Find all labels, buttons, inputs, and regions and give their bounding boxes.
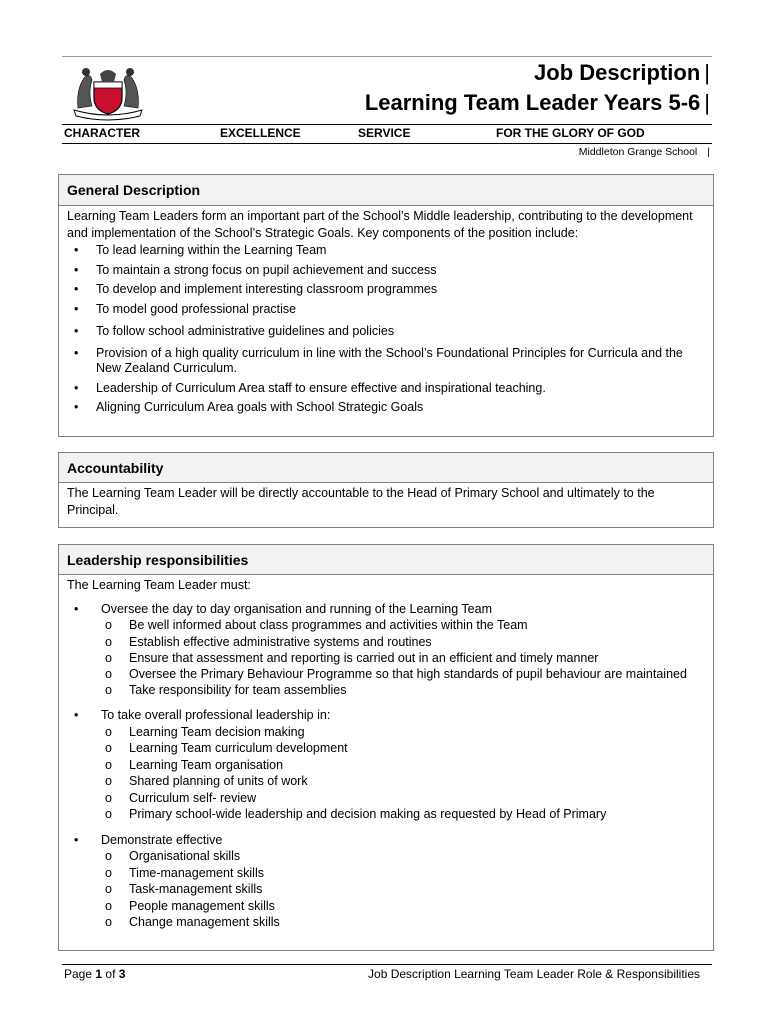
list-item: • Leadership of Curriculum Area staff to ensure effective and inspirational teaching. [67,380,705,397]
sub-item: o Shared planning of units of work [101,773,705,790]
sub-item: o Learning Team organisation [101,757,705,774]
leadership-intro: The Learning Team Leader must: [67,578,251,592]
motto-bar [62,124,712,144]
general-description-section [58,174,714,437]
footer-document-title: Job Description Learning Team Leader Role & Responsibilities [368,967,700,981]
sub-item: o People management skills [101,898,705,915]
school-crest-logo [70,60,146,122]
sub-item: o Ensure that assessment and reporting is carried out in an efficient and timely manner [101,650,705,667]
document-title: Job Description | [534,60,710,85]
list-item: • Provision of a high quality curriculum in line with the School’s Foundational Principles for Curricula and the New Zealand Curriculum. [67,346,705,376]
list-item: • To follow school administrative guidelines and policies [67,323,705,340]
sub-item: o Time-management skills [101,865,705,882]
school-name: Middleton Grange School | [578,146,710,158]
list-item: • To lead learning within the Learning Team [67,242,705,259]
sub-item: o Change management skills [101,914,705,931]
list-item [67,707,705,823]
section-body [59,575,713,933]
sub-item: o Task-management skills [101,881,705,898]
sub-item: o Organisational skills [101,848,705,865]
section-body [59,206,713,418]
motto-excellence: EXCELLENCE [220,126,301,140]
group-label: • To take overall professional leadership in: [101,708,331,722]
accountability-section [58,452,714,528]
group-label: • Demonstrate effective [101,832,223,847]
header-rule [62,56,712,57]
sub-item: o Establish effective administrative systems and routines [101,634,705,651]
motto-glory: FOR THE GLORY OF GOD [496,126,645,140]
footer-rule [62,964,712,965]
leadership-list [67,601,705,931]
general-intro: Learning Team Leaders form an important part of the School’s Middle leadership, contributing to the development and implementation of the School’s Strategic Goals. Key components of the position include: [67,209,693,240]
motto-character: CHARACTER [64,126,140,140]
general-list [67,242,705,416]
sub-item: o Be well informed about class programmes and activities within the Team [101,617,705,634]
list-item: • To model good professional practise [67,301,705,318]
sub-list [101,617,705,698]
list-item: • To develop and implement interesting classroom programmes [67,281,705,298]
sub-item: o Oversee the Primary Behaviour Programme so that high standards of pupil behaviour are maintained [101,667,705,682]
sub-item: o Curriculum self- review [101,790,705,807]
section-heading: Leadership responsibilities [59,545,713,575]
sub-item: o Take responsibility for team assemblies [101,682,705,699]
motto-service: SERVICE [358,126,411,140]
accountability-text: The Learning Team Leader will be directly accountable to the Head of Primary School and ultimately to the Principal. [67,486,655,517]
list-item: • Aligning Curriculum Area goals with School Strategic Goals [67,399,705,416]
sub-list [101,724,705,823]
list-item [67,601,705,699]
sub-list [101,848,705,931]
sub-item: o Learning Team decision making [101,724,705,741]
list-item: • To maintain a strong focus on pupil achievement and success [67,262,705,279]
sub-item: o Learning Team curriculum development [101,740,705,757]
page-number: Page 1 of 3 [64,967,126,981]
sub-item: o Primary school-wide leadership and decision making as requested by Head of Primary [101,806,705,823]
position-title: Learning Team Leader Years 5-6 | [364,90,710,115]
list-item [67,832,705,931]
group-label: • Oversee the day to day organisation and running of the Learning Team [101,601,493,616]
title-separator: | [704,90,710,115]
section-heading: General Description [59,175,713,206]
leadership-section [58,544,714,951]
section-heading: Accountability [59,453,713,483]
title-separator: | [704,60,710,85]
